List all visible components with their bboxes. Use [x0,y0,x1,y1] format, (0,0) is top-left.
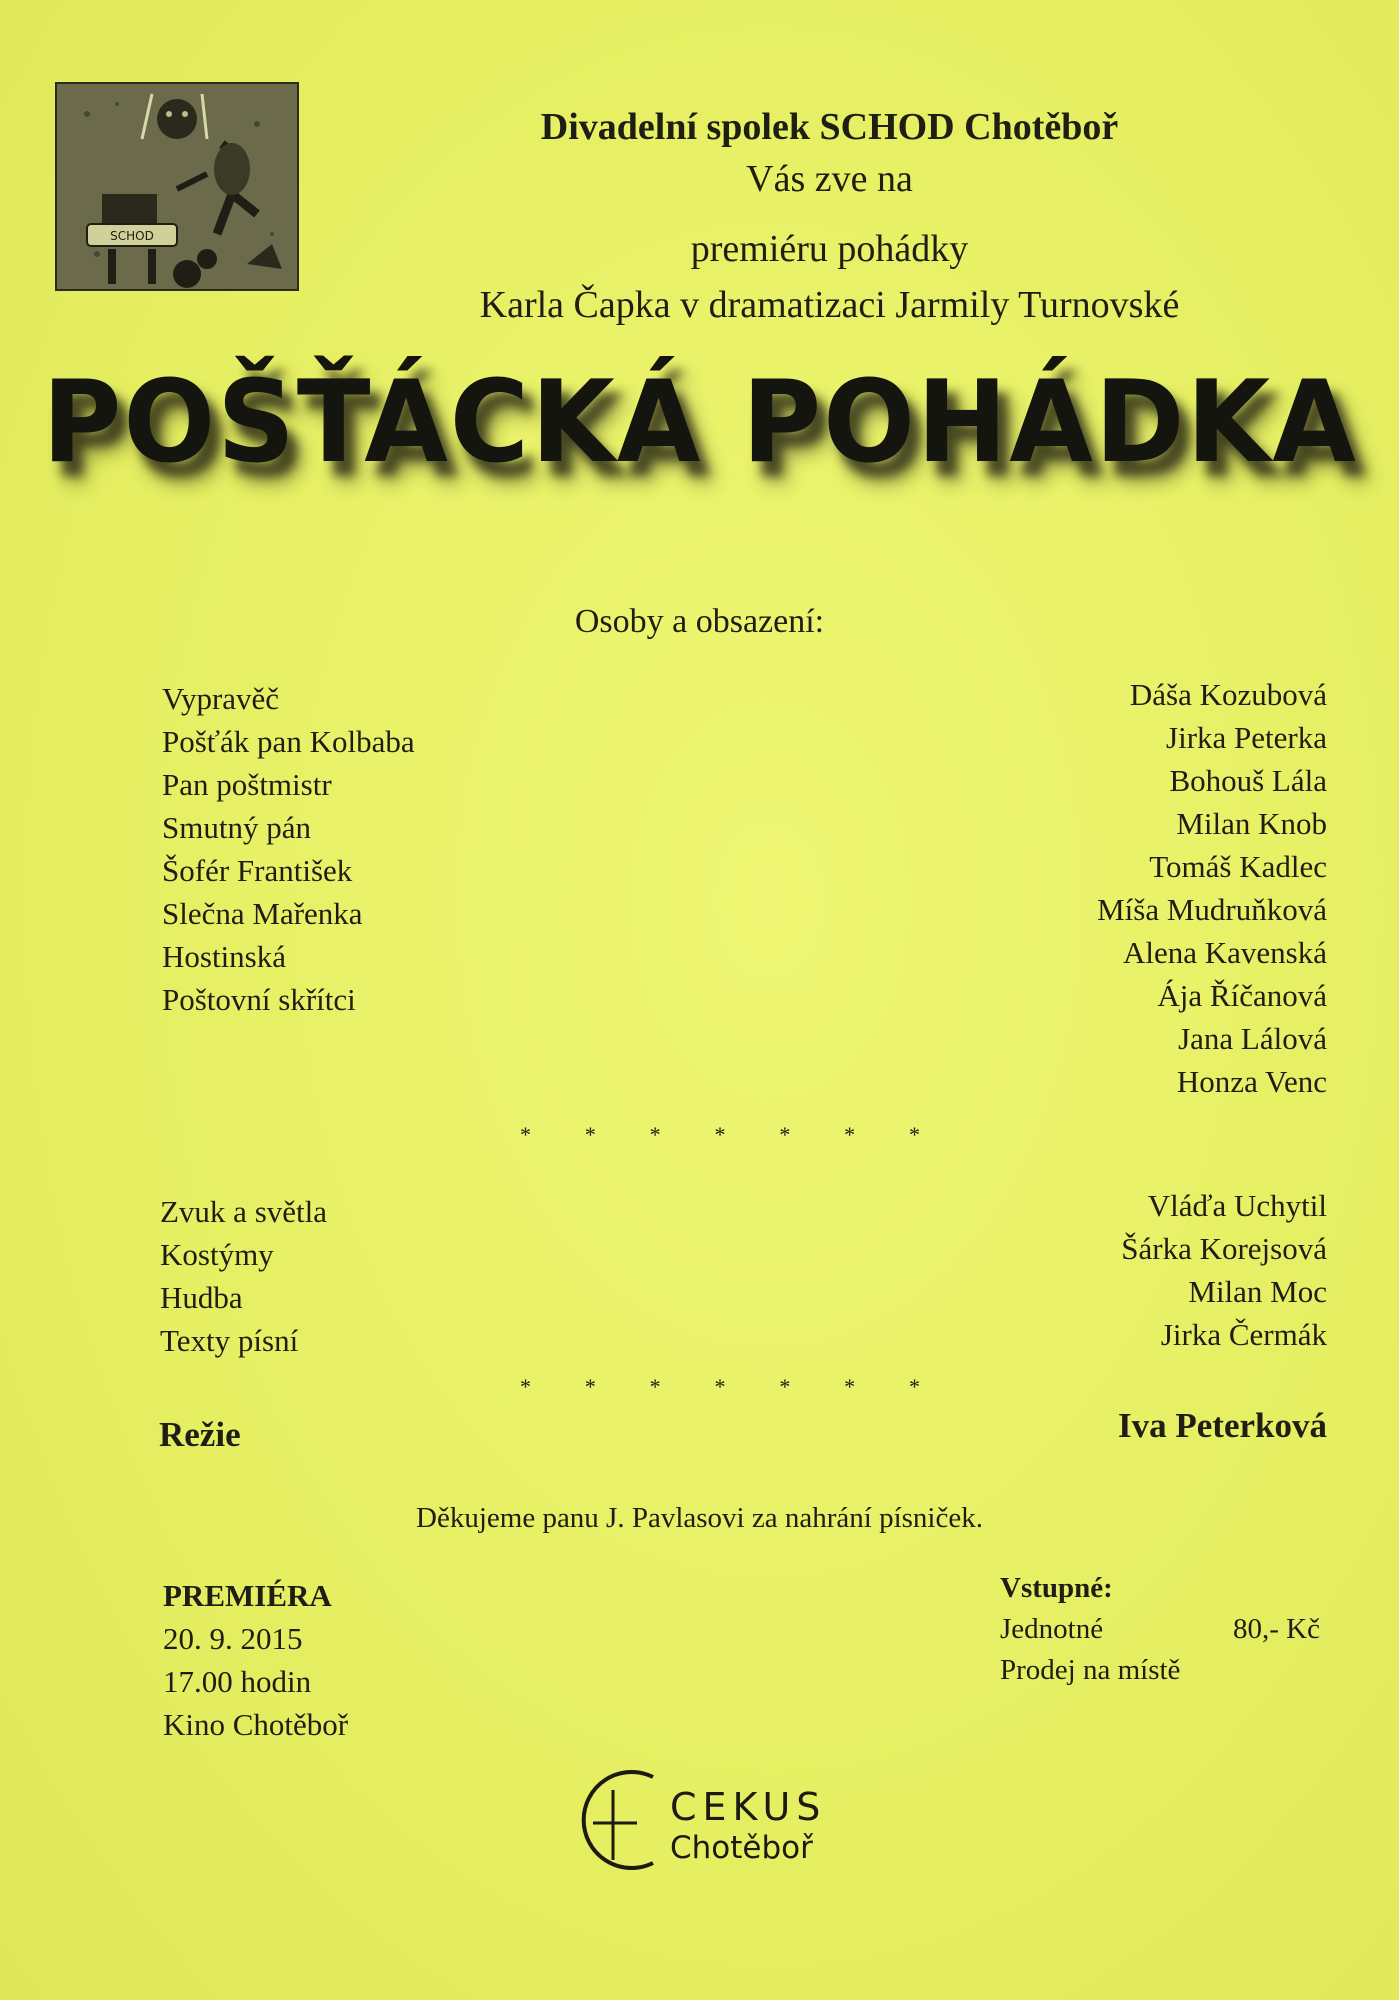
crew-role-item: Texty písní [160,1323,299,1358]
ticket-price-row [1000,1609,1320,1650]
crew-name-item: Šárka Korejsová [1121,1231,1327,1266]
actor-list [1097,673,1327,1103]
ticket-label: Vstupné: [1000,1572,1113,1604]
crew-name-item: Jirka Čermák [1160,1317,1327,1352]
actor-item: Milan Knob [1176,806,1327,841]
director-name: Iva Peterková [1118,1406,1327,1445]
organization-name: Divadelní spolek SCHOD Chotěboř [540,106,1119,148]
actor-item: Honza Venc [1176,1064,1327,1099]
premiere-date: 20. 9. 2015 [163,1621,303,1656]
role-item: Poštovní skřítci [162,982,356,1017]
crew-role-list [160,1190,327,1362]
premiere-time: 17.00 hodin [163,1664,312,1699]
actor-item: Dáša Kozubová [1129,677,1327,712]
star-icon: * [520,1122,531,1147]
role-list [162,677,415,1021]
actor-item: Jana Lálová [1178,1021,1327,1056]
star-icon: * [584,1122,596,1147]
cekus-name: CEKUS [670,1785,827,1829]
ticket-info [1000,1568,1320,1691]
premiere-venue: Kino Chotěboř [163,1707,349,1742]
role-item: Pan poštmistr [162,767,332,802]
star-icon: * [779,1374,791,1399]
role-item: Smutný pán [162,810,311,845]
star-icon: * [584,1374,596,1399]
star-icon: * [520,1374,531,1399]
crew-name-list [1121,1184,1327,1356]
star-icon: * [714,1122,726,1147]
actor-item: Tomáš Kadlec [1149,849,1327,884]
star-icon: * [844,1374,856,1399]
ticket-sale-note: Prodej na místě [1000,1654,1181,1686]
crew-name-item: Vláďa Uchytil [1147,1188,1327,1223]
thanks-note: Děkujeme panu J. Pavlasovi za nahrání písniček. [416,1502,983,1534]
star-icon: * [714,1374,726,1399]
separator-stars [520,1122,920,1148]
crew-role-item: Hudba [160,1280,243,1315]
crew-role-item: Zvuk a světla [160,1194,328,1229]
ticket-type: Jednotné [1000,1613,1104,1645]
star-icon: * [908,1122,920,1147]
role-item: Slečna Mařenka [162,896,363,931]
star-icon: * [649,1122,661,1147]
role-item: Šofér František [162,853,353,888]
role-item: Hostinská [162,939,286,974]
role-item: Vypravěč [162,681,280,716]
author-line: Karla Čapka v dramatizaci Jarmily Turnovské [479,284,1180,326]
logo-badge-text: SCHOD [110,229,154,243]
cekus-emblem-icon [575,1765,665,1875]
premiere-line: premiéru pohádky [690,228,969,270]
play-title: POŠŤÁCKÁ POHÁDKA [42,356,1358,489]
logo-illustration-icon [57,84,297,289]
actor-item: Alena Kavenská [1123,935,1327,970]
premiere-label: PREMIÉRA [163,1578,332,1613]
theatre-logo-image [55,82,299,291]
invite-line: Vás zve na [746,158,913,200]
star-icon: * [779,1122,791,1147]
star-icon: * [908,1374,920,1399]
cast-heading: Osoby a obsazení: [574,603,825,640]
role-item: Pošťák pan Kolbaba [162,724,415,759]
premiere-info [163,1574,348,1746]
star-icon: * [844,1122,856,1147]
cekus-logo [575,1765,855,1875]
star-icon: * [649,1374,661,1399]
crew-name-item: Milan Moc [1188,1274,1327,1309]
actor-item: Ája Říčanová [1157,978,1327,1013]
cekus-town: Chotěboř [670,1830,813,1866]
actor-item: Míša Mudruňková [1097,892,1327,927]
crew-role-item: Kostýmy [160,1237,274,1272]
actor-item: Jirka Peterka [1166,720,1327,755]
ticket-price: 80,- Kč [1233,1613,1320,1645]
separator-stars [520,1374,920,1400]
director-label: Režie [159,1415,241,1454]
actor-item: Bohouš Lála [1169,763,1327,798]
